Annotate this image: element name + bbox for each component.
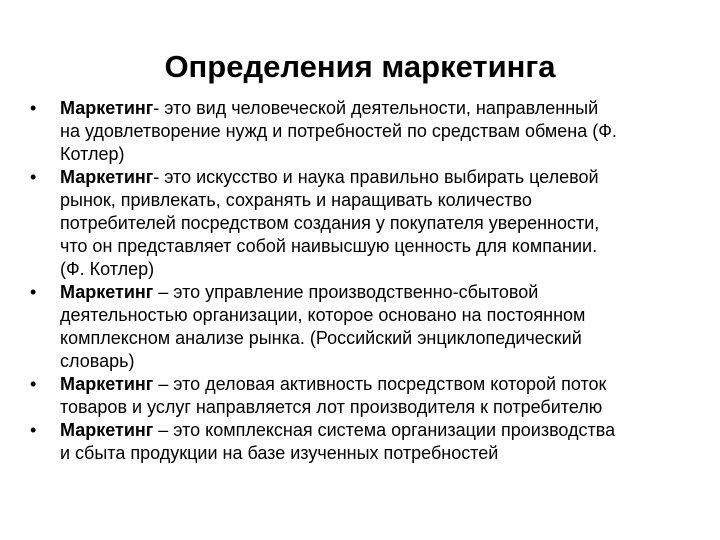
definition-text: - это искусство и наука правильно выбирать целевой: [153, 167, 599, 187]
term: Маркетинг: [60, 98, 154, 118]
item-first-line: [60, 166, 700, 189]
definition-text: на удовлетворение нужд и потребностей по средствам обмена (Ф.: [60, 121, 617, 141]
definition-text: – это комплексная система организации производства: [153, 420, 616, 440]
definition-text: – это управление производственно-сбытовой: [153, 282, 539, 302]
list-item: [30, 419, 700, 465]
item-first-line: [60, 373, 700, 396]
definition-text: комплексном анализе рынка. (Российский энциклопедический: [60, 328, 582, 348]
term: Маркетинг: [60, 374, 154, 394]
list-item: [30, 373, 700, 419]
bullet-icon: •: [30, 167, 37, 187]
definition-text: потребителей посредством создания у покупателя уверенности,: [60, 213, 600, 233]
list-item: [30, 97, 700, 166]
definitions-list: [30, 97, 700, 465]
bullet-icon: •: [30, 374, 37, 394]
term: Маркетинг: [60, 282, 154, 302]
term: Маркетинг: [60, 167, 154, 187]
item-first-line: [60, 419, 700, 442]
bullet-icon: •: [30, 282, 37, 302]
list-item: [30, 166, 700, 281]
bullet-icon: •: [30, 420, 37, 440]
definition-text: словарь): [60, 351, 135, 371]
definition-text: – это деловая активность посредством которой поток: [153, 374, 607, 394]
bullet-icon: •: [30, 98, 37, 118]
item-first-line: [60, 97, 700, 120]
term: Маркетинг: [60, 420, 154, 440]
definition-text: рынок, привлекать, сохранять и наращивать количество: [60, 190, 532, 210]
definition-text: Котлер): [60, 144, 125, 164]
definition-text: деятельностью организации, которое основано на постоянном: [60, 305, 586, 325]
definition-text: и сбыта продукции на базе изученных потребностей: [60, 443, 499, 463]
definition-text: что он представляет собой наивысшую ценность для компании.: [60, 236, 598, 256]
list-item: [30, 281, 700, 373]
definition-text: товаров и услуг направляется лот производителя к потребителю: [60, 397, 603, 417]
slide-title: Определения маркетинга: [164, 49, 556, 84]
definition-text: (Ф. Котлер): [60, 259, 155, 279]
item-first-line: [60, 281, 700, 304]
definition-text: - это вид человеческой деятельности, направленный: [153, 98, 599, 118]
